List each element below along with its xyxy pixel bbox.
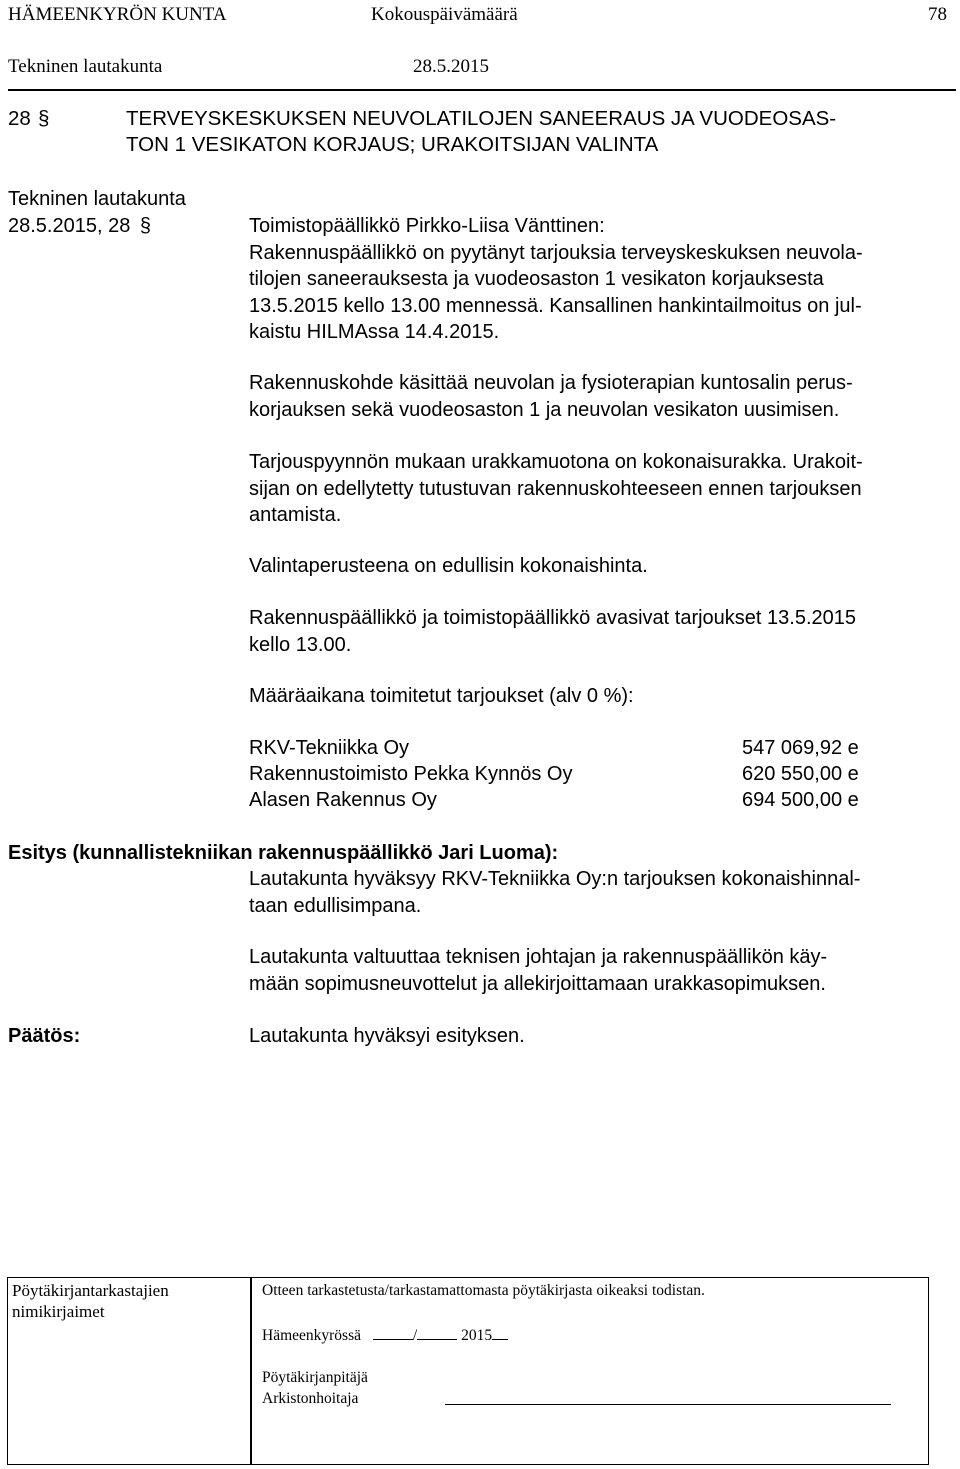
section-sign: § xyxy=(38,107,50,130)
reference-date-item xyxy=(8,213,151,240)
reference-date: 28.5.2015, 28 xyxy=(8,215,131,237)
signature-box xyxy=(7,1277,929,1465)
text-line: Lautakunta hyväksyy RKV-Tekniikka Oy:n tarjouksen kokonaishinnal- xyxy=(249,868,861,890)
item-title-line: TERVEYSKESKUKSEN NEUVOLATILOJEN SANEERAUS JA VUODEOSAS- xyxy=(126,107,837,130)
text-line: kaistu HILMAssa 14.4.2015. xyxy=(249,321,500,343)
text-line: Rakennuskohde käsittää neuvolan ja fysioterapian kuntosalin perus- xyxy=(249,372,853,394)
bid-amount: 620 550,00 e xyxy=(742,763,859,785)
text-line: Tarjouspyynnön mukaan urakkamuotona on kokonaisurakka. Urakoit- xyxy=(249,451,863,473)
initials-label-line: nimikirjaimet xyxy=(12,1302,105,1321)
municipality-name: HÄMEENKYRÖN KUNTA xyxy=(8,4,227,25)
item-title-line: TON 1 VESIKATON KORJAUS; URAKOITSIJAN VALINTA xyxy=(126,133,659,156)
decision-label: Päätös: xyxy=(8,1025,81,1047)
certification-text: Otteen tarkastetusta/tarkastamattomasta pöytäkirjasta oikeaksi todistan. xyxy=(262,1282,705,1299)
text-line: Rakennuspäällikkö ja toimistopäällikkö avasivat tarjoukset 13.5.2015 xyxy=(249,607,857,629)
day-blank xyxy=(373,1323,413,1340)
text-line: Lautakunta valtuuttaa teknisen johtajan ja rakennuspäällikön käy- xyxy=(249,946,828,968)
item-number: 28 xyxy=(8,107,31,130)
board-name: Tekninen lautakunta xyxy=(8,56,163,77)
signature-roles xyxy=(262,1367,368,1409)
item-title xyxy=(126,106,836,158)
date-label: Kokouspäivämäärä xyxy=(371,4,518,25)
proposal-paragraph xyxy=(249,944,954,997)
text-line: Toimistopäällikkö Pirkko-Liisa Vänttinen: xyxy=(249,215,605,237)
bid-company: RKV-Tekniikka Oy xyxy=(249,737,410,759)
place-name: Hämeenkyrössä xyxy=(262,1327,361,1344)
signature-line xyxy=(445,1404,891,1405)
text-line: sijan on edellytetty tutustuvan rakennuskohteeseen ennen tarjouksen xyxy=(249,477,862,500)
reference-board: Tekninen lautakunta xyxy=(8,188,186,210)
text-line: kello 13.00. xyxy=(249,633,352,656)
paragraph-criteria xyxy=(249,553,954,580)
text-line: Valintaperusteena on edullisin kokonaishinta. xyxy=(249,555,648,577)
bid-amount: 547 069,92 e xyxy=(742,737,859,759)
text-line: taan edullisimpana. xyxy=(249,894,422,917)
month-blank xyxy=(417,1323,457,1340)
initials-label xyxy=(12,1280,169,1322)
paragraph-opening xyxy=(249,605,954,658)
text-line: korjauksen sekä vuodeosaston 1 ja neuvolan vesikaton uusimisen. xyxy=(249,398,840,421)
paragraph-intro xyxy=(249,213,954,346)
header-rule xyxy=(8,89,956,91)
proposal-heading: Esitys (kunnallistekniikan rakennuspäällikkö Jari Luoma): xyxy=(8,842,559,864)
page-number: 78 xyxy=(928,4,947,25)
meeting-date: 28.5.2015 xyxy=(413,56,489,77)
date-slash: / xyxy=(412,1327,418,1344)
text-line: Määräaikana toimitetut tarjoukset (alv 0 %): xyxy=(249,685,634,707)
proposal-paragraph xyxy=(249,866,954,919)
bid-company: Rakennustoimisto Pekka Kynnös Oy xyxy=(249,763,573,785)
initials-label-line: Pöytäkirjantarkastajien xyxy=(12,1281,169,1300)
text-line: 13.5.2015 kello 13.00 mennessä. Kansallinen hankintailmoitus on jul- xyxy=(249,294,862,317)
text-line: Rakennuspäällikkö on pyytänyt tarjouksia terveyskeskuksen neuvola- xyxy=(249,241,863,264)
signature-divider xyxy=(250,1278,252,1464)
paragraph-bids-intro xyxy=(249,683,954,710)
role-label: Pöytäkirjanpitäjä xyxy=(262,1369,368,1386)
footer-year: 2015 xyxy=(461,1327,493,1344)
paragraph-scope xyxy=(249,370,954,423)
place-date-line xyxy=(262,1323,508,1345)
role-label: Arkistonhoitaja xyxy=(262,1390,359,1407)
text-line: mään sopimusneuvottelut ja allekirjoittamaan urakkasopimuksen. xyxy=(249,972,826,995)
text-line: antamista. xyxy=(249,504,342,526)
text-line: tilojen saneerauksesta ja vuodeosaston 1 vesikaton korjauksesta xyxy=(249,268,824,290)
year-blank xyxy=(492,1323,508,1340)
paragraph-contract-type xyxy=(249,449,954,529)
decision-text: Lautakunta hyväksyi esityksen. xyxy=(249,1025,525,1047)
reference-section-sign: § xyxy=(139,215,152,237)
bid-amount: 694 500,00 e xyxy=(742,789,859,811)
bid-company: Alasen Rakennus Oy xyxy=(249,789,437,811)
